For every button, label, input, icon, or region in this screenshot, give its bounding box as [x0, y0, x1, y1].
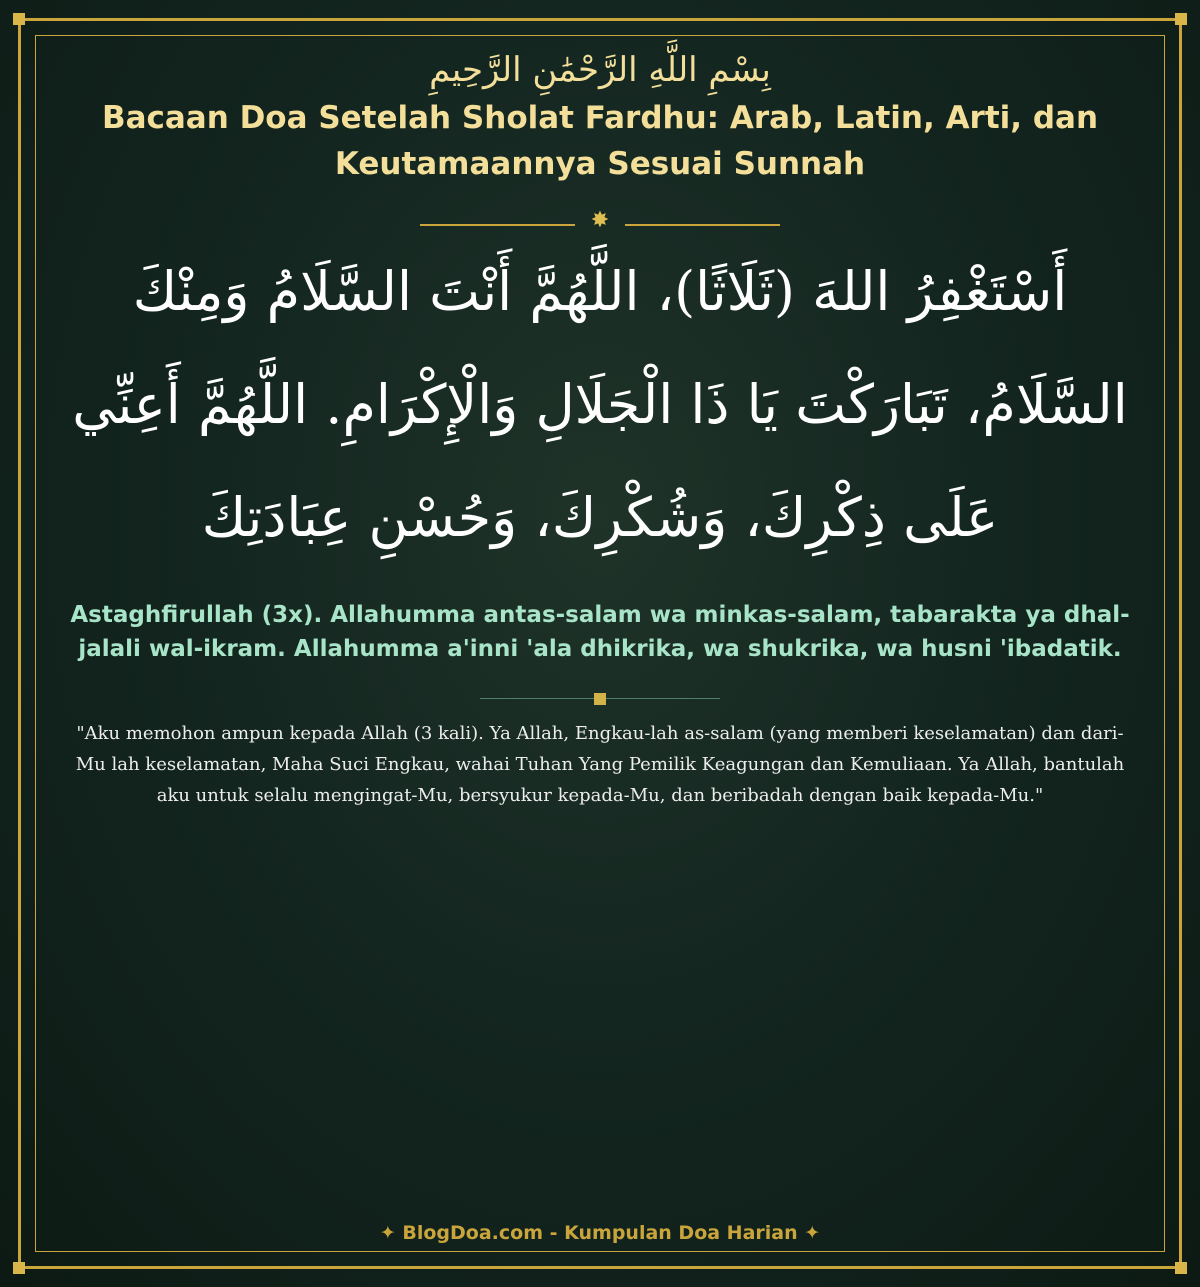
indonesian-translation: "Aku memohon ampun kepada Allah (3 kali). Ya Allah, Engkau-lah as-salam (yang memberi keselamatan) dan dari-Mu lah keselamatan, Maha Suci Engkau, wahai Tuhan Yang Pemilik Keagungan dan Kemuliaan. Ya Allah, bantulah aku untuk selalu mengingat-Mu, bersyukur kepada-Mu, dan beribadah dengan baik kepada-Mu." — [75, 723, 1125, 806]
ornament-divider — [420, 208, 780, 235]
page-title: Bacaan Doa Setelah Sholat Fardhu: Arab, Latin, Arti, dan Keutamaannya Sesuai Sunnah — [101, 100, 1099, 182]
corner-ornament-bottom-left — [13, 1262, 25, 1274]
section-divider — [480, 692, 720, 706]
arabic-dua-text: أَسْتَغْفِرُ اللهَ (ثَلَاثًا)، اللَّهُمَّ أَنْتَ السَّلَامُ وَمِنْكَ السَّلَامُ، تَبَارَكْتَ يَا ذَا الْجَلَالِ وَالْإِكْرَامِ. اللَّهُمَّ أَعِنِّي عَلَى ذِكْرِكَ، وَشُكْرِكَ، وَحُسْنِ عِبَادَتِكَ — [72, 260, 1128, 549]
star-ornament-icon: ✸ — [590, 208, 610, 233]
card-content — [60, 45, 1140, 811]
divider-line-left — [420, 224, 575, 226]
bismillah: بِسْمِ اللَّهِ الرَّحْمَٰنِ الرَّحِيمِ — [429, 50, 771, 90]
divider-line-right — [625, 224, 780, 226]
corner-ornament-bottom-right — [1175, 1262, 1187, 1274]
footer-credit: ✦ BlogDoa.com - Kumpulan Doa Harian ✦ — [379, 1222, 821, 1244]
latin-transliteration: Astaghfirullah (3x). Allahumma antas-salam wa minkas-salam, tabarakta ya dhal-jalali wal-ikram. Allahumma a'inni 'ala dhikrika, wa shukrika, wa husni 'ibadatik. — [70, 602, 1130, 662]
corner-ornament-top-left — [13, 13, 25, 25]
diamond-ornament-icon — [594, 693, 606, 705]
corner-ornament-top-right — [1175, 13, 1187, 25]
